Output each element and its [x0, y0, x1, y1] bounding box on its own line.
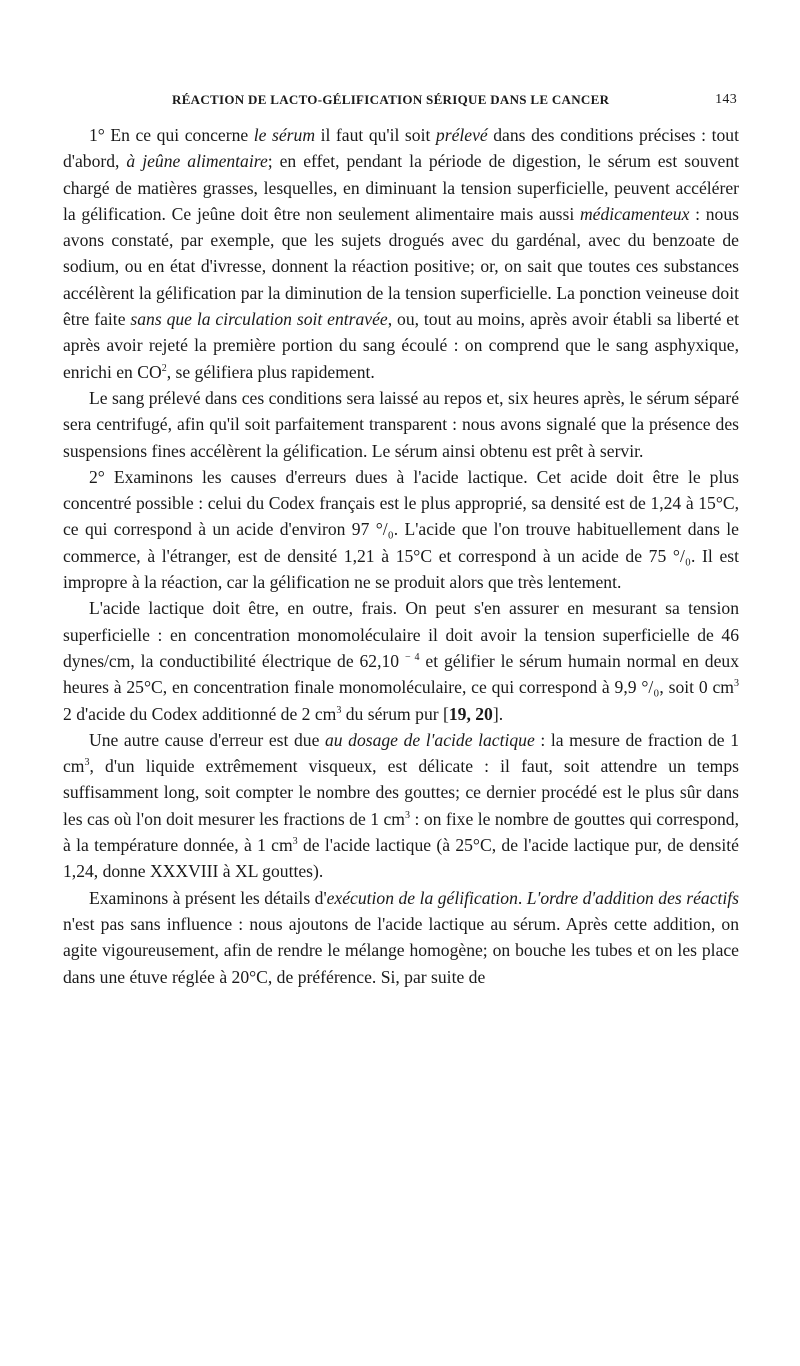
body-text [63, 122, 739, 990]
paragraph-execution: Examinons à présent les détails d'exécution de la gélification. L'ordre d'addition des réactifs n'est pas sans influence : nous ajoutons de l'acide lactique au sérum. Après cette addition, on agite vigoureusement, afin de rendre le mélange homogène; on bouche les tubes et on les place dans une étuve réglée à 20°C, de préférence. Si, par suite de [63, 887, 740, 987]
paragraph-acide-frais: L'acide lactique doit être, en outre, frais. On peut s'en assurer en mesurant sa tension superficielle : en concentration monomoléculaire il doit avoir la tension superficielle de 46 dynes/cm, la conductibilité électrique de 62,10 $^{- 4}$ et gélifier le sérum humain normal en deux heures à 25°C, en concentration finale monomoléculaire, ce qui correspond à 9,9 °/₀, soit 0 $cm^3$ 2 d'acide du Codex additionné de 2 $cm^3$ du sérum pur [19, 20]. [63, 598, 740, 724]
page-number: 143 [715, 92, 737, 107]
citation-refs: 19, 20 [448, 703, 493, 724]
paragraph-sang-preleve: Le sang prélevé dans ces conditions sera laissé au repos et, six heures après, le sérum séparé sera centrifugé, afin qu'il soit parfaitement transparent : nous avons signalé que la présence des suspensions fines accélèrent la gélification. Le sérum ainsi obtenu est prêt à servir. [63, 387, 739, 461]
running-header [172, 92, 737, 114]
running-title: RÉACTION DE LACTO-GÉLIFICATION SÉRIQUE DANS LE CANCER [172, 92, 610, 107]
paragraph-dosage: Une autre cause d'erreur est due au dosage de l'acide lactique : la mesure de fraction de 1 $cm^3$, d'un liquide extrêmement visqueux, est délicate : il faut, soit attendre un temps suffisamment long, soit compter le nombre des gouttes; ce dernier procédé est le plus sûr dans les cas où l'on doit mesurer les fractions de 1 $cm^3$ : on fixe le nombre de gouttes qui correspond, à la température donnée, à 1 $cm^3$ de l'acide lactique (à 25°C, de l'acide lactique pur, de densité 1,24, donne XXXVIII à XL gouttes). [63, 729, 739, 882]
paragraph-serum: 1° En ce qui concerne le sérum il faut qu'il soit prélevé dans des conditions précises : tout d'abord, à jeûne alimentaire; en effet, pendant la période de digestion, le sérum est souvent chargé de matières grasses, lesquelles, en diminuant la tension superficielle, peuvent accélérer la gélification. Ce jeûne doit être non seulement alimentaire mais aussi médicamenteux : nous avons constaté, par exemple, que les sujets drogués avec du gardénal, avec du benzoate de sodium, ou en état d'ivresse, donnent la réaction positive; or, on sait que toutes ces substances accélèrent la gélification par la diminution de la tension superficielle. La ponction veineuse doit être faite sans que la circulation soit entravée, ou, tout au moins, après avoir établi sa liberté et après avoir rejeté la première portion du sang écoulé : on comprend que le sang asphyxique, enrichi en $CO^2$, se gélifiera plus rapidement. [63, 125, 740, 382]
paragraph-acide-lactique: 2° Examinons les causes d'erreurs dues à l'acide lactique. Cet acide doit être le plus concentré possible : celui du Codex français est le plus approprié, sa densité est de 1,24 à 15°C, ce qui correspond à un acide d'environ 97 °/₀. L'acide que l'on trouve habituellement dans le commerce, à l'étranger, est de densité 1,21 à 15°C et correspond à un acide de 75 °/₀. Il est impropre à la réaction, car la gélification ne se produit alors que très lentement. [63, 466, 739, 593]
